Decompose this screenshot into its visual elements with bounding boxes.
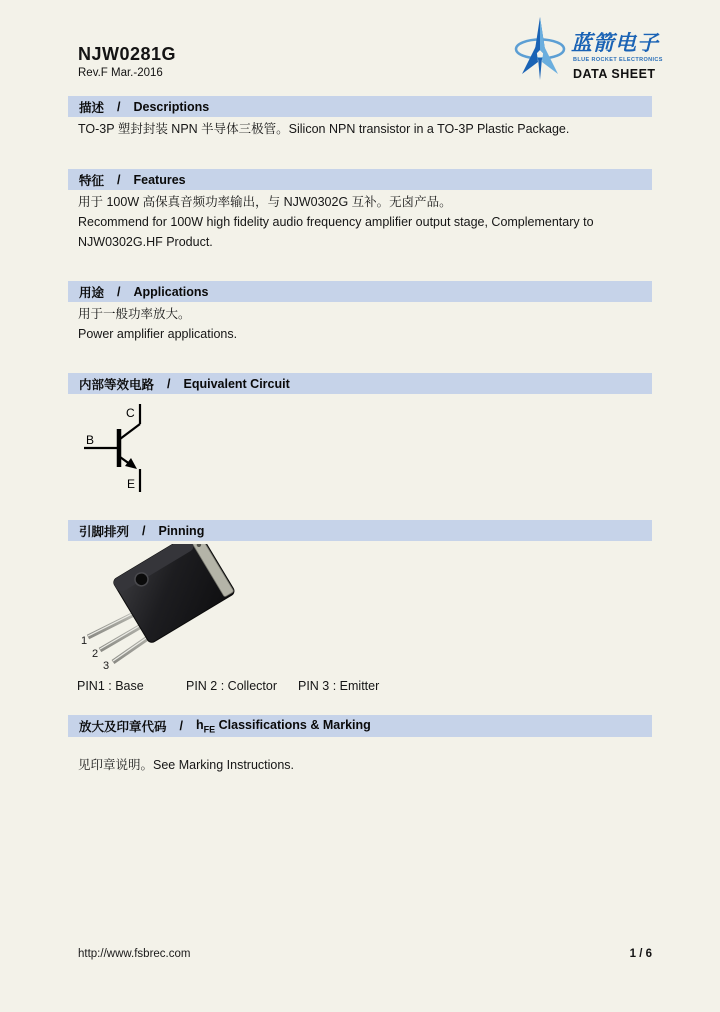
footer-website-link[interactable]: http://www.fsbrec.com — [78, 948, 191, 960]
section-title-en: $h_{FE}$ Classifications & Marking — [196, 717, 371, 735]
applications-line-1: 用于一般功率放大。 — [78, 307, 191, 321]
section-header-descriptions — [68, 96, 652, 117]
section-header-features — [68, 169, 652, 190]
section-separator: / — [117, 172, 121, 187]
company-logo — [514, 14, 664, 86]
section-title-zh: 放大及印章代码 — [79, 720, 167, 734]
section-separator: / — [142, 523, 146, 538]
section-separator: / — [117, 284, 121, 299]
section-title-zh: 引脚排列 — [79, 524, 130, 539]
applications-line-2: Power amplifier applications. — [78, 327, 238, 341]
pin2-assignment: PIN 2 : Collector — [186, 679, 278, 693]
pin1-assignment: PIN1 : Base — [77, 679, 144, 693]
section-title-en: Applications — [133, 284, 209, 299]
base-label: B — [86, 433, 95, 447]
hfe-subscript: FE — [203, 724, 216, 735]
section-title-zh: 内部等效电路 — [79, 377, 155, 392]
brand-name-zh: 蓝箭电子 — [571, 32, 659, 55]
rocket-logo-icon — [514, 16, 566, 82]
marking-body: 见印章说明。See Marking Instructions. — [78, 758, 295, 772]
pin3-assignment: PIN 3 : Emitter — [298, 679, 380, 693]
section-title-en: Features — [133, 172, 186, 187]
pin-number-1: 1 — [81, 635, 88, 647]
section-header-applications — [68, 281, 652, 302]
collector-label: C — [126, 406, 135, 420]
section-separator: / — [117, 99, 121, 114]
to-3p-package-photo — [72, 544, 282, 676]
section-title-zh: 用途 — [79, 285, 105, 300]
section-header-pinning — [68, 520, 652, 541]
pin-number-2: 2 — [92, 648, 99, 660]
datasheet-label: DATA SHEET — [573, 67, 656, 81]
features-line-2: Recommend for 100W high fidelity audio frequency amplifier output stage, Complementary to — [78, 215, 594, 229]
pin-number-3: 3 — [103, 660, 110, 672]
npn-transistor-symbol — [74, 398, 204, 503]
section-title-en: Pinning — [158, 523, 205, 538]
features-line-3: NJW0302G.HF Product. — [78, 235, 213, 249]
part-number-title: NJW0281G — [78, 44, 177, 64]
brand-name-en: BLUE ROCKET ELECTRONICS — [573, 57, 663, 63]
section-separator: / — [167, 376, 171, 391]
section-title-en: Descriptions — [133, 99, 210, 114]
section-title-en: Equivalent Circuit — [183, 376, 290, 391]
emitter-label: E — [127, 477, 136, 491]
section-header-equivalent-circuit — [68, 373, 652, 394]
section-separator: / — [179, 719, 183, 733]
section-title-zh: 描述 — [79, 100, 105, 115]
footer-page-number: 1 / 6 — [629, 948, 652, 960]
descriptions-body: TO-3P 塑封封装 NPN 半导体三极管。Silicon NPN transistor in a TO-3P Plastic Package. — [78, 122, 570, 136]
section-header-marking — [68, 715, 652, 737]
features-line-1: 用于 100W 高保真音频功率输出，与 NJW0302G 互补。无卤产品。 — [78, 195, 452, 209]
section-title-zh: 特征 — [79, 173, 105, 188]
revision-label: Rev.F Mar.-2016 — [78, 67, 163, 79]
